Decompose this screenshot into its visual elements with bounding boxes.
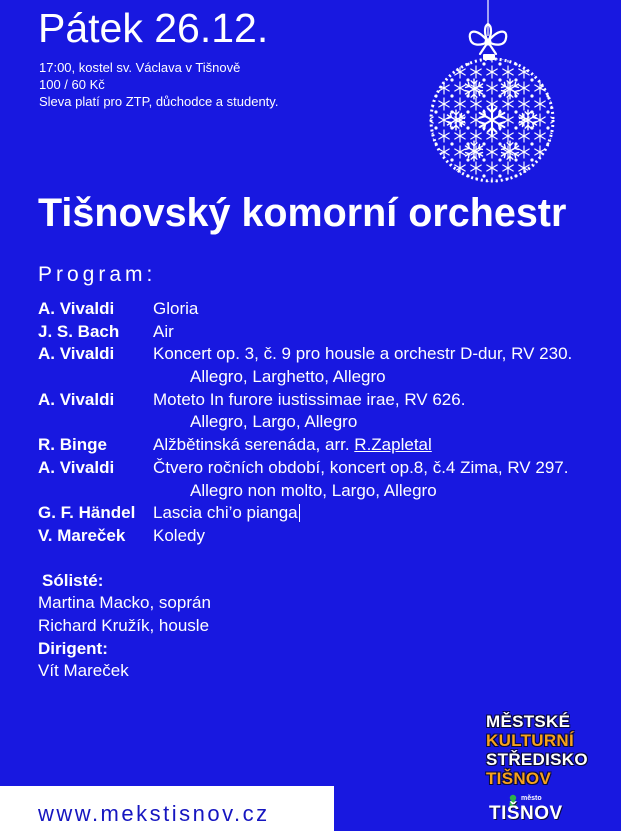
program-item-movements	[38, 411, 572, 434]
event-discount-note: Sleva platí pro ZTP, důchodce a studenty.	[39, 93, 279, 109]
program-item	[38, 434, 572, 457]
program-item	[38, 298, 572, 321]
program-item	[38, 457, 572, 480]
website-box	[0, 786, 334, 831]
city-logo-name: TIŠNOV	[489, 803, 563, 824]
organizer-logo-line: TIŠNOV	[486, 768, 552, 788]
soloist: Richard Kružík, housle	[38, 616, 210, 636]
composer: V. Mareček	[38, 525, 126, 545]
work-title: Gloria	[153, 299, 199, 318]
program-item-movements	[38, 480, 572, 503]
work-title: Moteto In furore iustissimae irae, RV 626.	[153, 389, 466, 409]
work-title: Koledy	[153, 525, 205, 545]
soloist: Martina Macko, soprán	[38, 593, 211, 613]
program-item	[38, 525, 572, 548]
composer: A. Vivaldi	[38, 344, 115, 364]
organizer-logo-line: MĚSTSKÉ	[486, 711, 571, 731]
event-date-title: Pátek 26.12.	[38, 5, 269, 51]
work-title: Koncert op. 3, č. 9 pro housle a orchestr D-dur, RV 230.	[153, 344, 573, 364]
composer: A. Vivaldi	[38, 389, 115, 409]
arranger: R.Zapletal	[354, 435, 432, 455]
movements: Allegro, Largo, Allegro	[190, 412, 358, 432]
event-price: 100 / 60 Kč	[39, 76, 105, 92]
conductor: Vít Mareček	[38, 661, 129, 681]
work-title: Air	[153, 321, 174, 341]
event-time-place: 17:00, kostel sv. Václava v Tišnově	[39, 59, 241, 75]
program-heading: Program:	[38, 263, 157, 286]
conductor-label: Dirigent:	[38, 638, 108, 658]
composer: A. Vivaldi	[38, 457, 115, 477]
work-title: Lascia chi’o pianga	[153, 503, 298, 523]
program-item	[38, 389, 572, 412]
movements: Allegro non molto, Largo, Allegro	[190, 480, 437, 500]
movements: Allegro, Larghetto, Allegro	[190, 367, 386, 387]
program-item	[38, 502, 572, 525]
program-item-movements	[38, 366, 572, 389]
soloists-label: Sólisté:	[42, 570, 104, 590]
program-list	[38, 298, 572, 548]
christmas-ornament	[420, 0, 570, 190]
program-item	[38, 321, 572, 344]
city-logo-small-text: město	[521, 795, 542, 802]
orchestra-title: Tišnovský komorní orchestr	[38, 191, 567, 235]
program-item	[38, 343, 572, 366]
text-cursor	[299, 504, 301, 522]
event-details	[39, 59, 278, 110]
composer: J. S. Bach	[38, 321, 120, 341]
composer: R. Binge	[38, 435, 107, 455]
composer: G. F. Händel	[38, 503, 136, 523]
performers	[38, 570, 211, 683]
organizer-logo-line: STŘEDISKO	[486, 749, 588, 769]
organizer-logo-line: KULTURNÍ	[486, 730, 575, 750]
composer: A. Vivaldi	[38, 299, 115, 318]
work-title: Alžbětinská serenáda, arr.	[153, 435, 350, 455]
website-text: www.mekstisnov.cz	[38, 801, 270, 826]
ornament-ball	[430, 58, 554, 182]
work-title: Čtvero ročních období, koncert op.8, č.4 Zima, RV 297.	[153, 457, 569, 477]
organizer-logo	[486, 712, 588, 788]
